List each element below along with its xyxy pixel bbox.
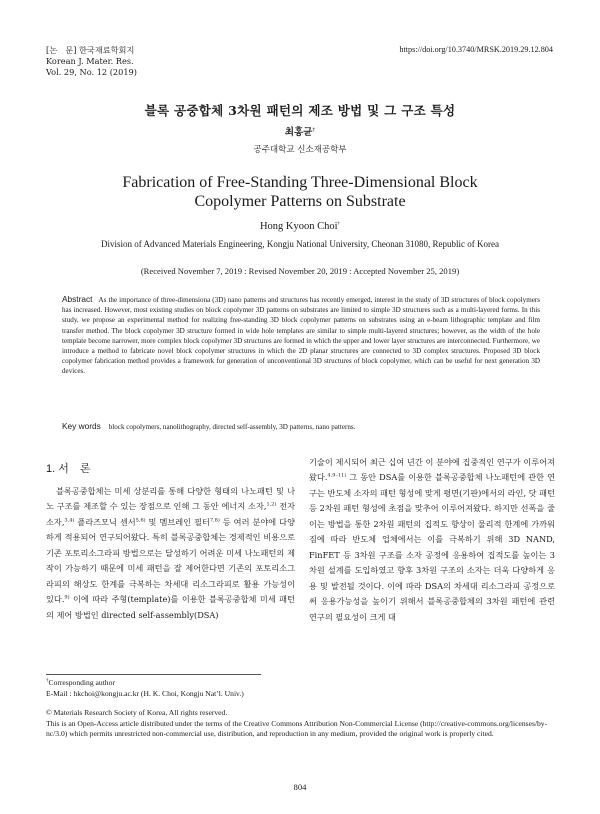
english-title-line1: Fabrication of Free-Standing Three-Dimensional Block: [122, 174, 478, 191]
abstract-label: Abstract: [62, 294, 93, 304]
citation-ref: 9): [64, 594, 70, 601]
section-heading: 1. 서 론: [46, 463, 91, 475]
author-email: E-Mail : hkchoi@kongju.ac.kr (H. K. Choi, Kongju Nat’l. Univ.): [46, 688, 244, 698]
korean-author: [0, 124, 600, 138]
english-title-line2: Copolymer Patterns on Substrate: [194, 193, 406, 210]
body-text: 그 동안 DSA를 이용한 블록공중합체 나노패턴에 관한 연구는 반도체 소자의 패턴 형성에 맞게 평면(기판)에서의 라인, 닷 패턴 등 2차원 패턴 형성에 초점을 맞추어 이루어져왔다. 하지만 선폭을 줄이는 방법을 통한 2차원 패턴의 집적도 향상이 물리적 한계에 가까워짐에 따라 반도체 업체에서는 이를 극복하기 위해 3D NAND, FinFET 등 3차원 구조를 소자 공정에 응용하여 집적도를 높이는 3차원 설계를 도입하였고 향후 3차원 구조의 소자는 더욱 다양하게 응용 및 발전될 것이다. 이에 따라 DSA의 차세대 리소그라피 공정으로써 응용가능성을 높이기 위해서 블록공중합체의 3차원 패턴에 관련 연구의 필요성이 크게 대: [309, 472, 555, 622]
english-author-mark: †: [337, 221, 341, 227]
keywords-text: block copolymers, nanolithography, directed self-assembly, 3D patterns, nano patterns.: [108, 423, 356, 431]
english-title: [0, 173, 600, 211]
korean-author-mark: †: [312, 126, 316, 133]
body-text: 등 여러 분야에 다양하게 적용되어 연구되어왔다. 특히 블록공중합체는 경제적인 비용으로 기존 포토리소그라피 방법으로는 달성하기 어려운 미세 나노패턴의 제작이 가능하기 때문에 미세 패턴을 잘 제어한다면 기존의 포토리소그라피의 해상도 한계를 극복하는 차세대 리소그라피로 활용 가능성이 있다.: [46, 516, 296, 605]
footnote-divider: [46, 674, 261, 675]
license-notice: This is an Open-Access article distributed under the terms of the Creative Commons Attribution Non-Commercial License (http://creative-commons.org/licenses/by-nc/3.0) which permits unrestricted non-commercial use, distribution, and reproduction in any medium, provided the original work is properly cited.: [46, 718, 548, 739]
intro-paragraph: [46, 484, 295, 623]
page-number: 804: [293, 782, 307, 792]
doi-link[interactable]: https://doi.org/10.3740/MRSK.2019.29.12.804: [399, 45, 553, 54]
korean-affiliation: 공주대학교 신소재공학부: [253, 145, 347, 155]
citation-ref: 7,8): [209, 517, 220, 524]
intro-paragraph-continued: [309, 455, 555, 625]
body-text: 플라즈모닉 센서: [74, 516, 136, 527]
korean-author-name: 최홍균: [284, 127, 313, 138]
citation-ref: 1,2): [266, 501, 277, 508]
citation-ref: 3,4): [64, 517, 75, 524]
body-text: 블록공중합체는 미세 상분리를 통해 다양한 형태의 나노패턴 및 나노 구조를 제조할 수 있는 장점으로 인해 그 동안 에너지 소자,: [46, 486, 295, 512]
footnote-mark: †: [46, 678, 49, 684]
english-affiliation: Division of Advanced Materials Engineering, Kongju National University, Cheonan 31080, Republic of Korea: [100, 239, 500, 249]
english-author: [0, 221, 600, 232]
citation-ref: 4,9–11): [327, 472, 347, 479]
body-text: 이에 따라 주형(template)를 이용한 블록공중합체 미세 패턴의 제어 방법인 directed self-assembly(DSA): [46, 594, 295, 620]
keywords: [62, 421, 540, 431]
corresponding-author: [46, 678, 554, 689]
received-dates: (Received November 7, 2019 : Revised November 20, 2019 : Accepted November 25, 2019): [140, 266, 460, 276]
abstract-text: As the importance of three-dimensiona (3D) nano patterns and structures has recently emerged, interest in the study of 3D structures of block copolymers has increased. However, most existing studies on block copolymer 3D patterns on substrates are limited to simple 3D structures such as a multi-layered forms. In this study, we propose an experimental method for realizing free-standing 3D block copolymer patterns on substrates using an e-beam lithographic template and film transfer method. The block copolymer 3D structure formed in wide hole templates are similar to simple multi-layered structures; however, as the width of the hole template become narrower, more complex block copolymer 3D structures are formed in which the upper and lower layer structures are interconnected. Furthermore, we introduce a method to fabricate novel block copolymer structures in which the 2D planar structures are connected to 3D complex structures. Proposed 3D block copolymer fabrication method provides a framework for generation of unconventional 3D structures of block copolymer, which can be useful for next generation 3D devices.: [62, 296, 540, 376]
footnote: [46, 678, 554, 740]
keywords-label: Key words: [62, 421, 101, 431]
copyright-notice: © Materials Research Society of Korea, All rights reserved.: [46, 708, 228, 718]
body-text: 및 멤브레인 필터: [145, 516, 210, 527]
journal-volume: Vol. 29, No. 12 (2019): [46, 67, 137, 77]
body-text: 전자 소자,: [46, 501, 295, 527]
journal-name-en: Korean J. Mater. Res.: [46, 56, 134, 66]
abstract: [62, 294, 540, 377]
right-column: [309, 455, 555, 625]
journal-header: [46, 45, 137, 78]
body-text: 기술이 제시되어 최근 십여 년간 이 분야에 집중적인 연구가 이루어져왔다.: [309, 457, 555, 483]
citation-ref: 5,6): [135, 517, 146, 524]
left-column: [46, 484, 295, 623]
english-author-name: Hong Kyoon Choi: [259, 221, 338, 232]
corresponding-label: Corresponding author: [48, 678, 115, 687]
korean-title: 블록 공중합체 3차원 패턴의 제조 방법 및 그 구조 특성: [144, 103, 456, 118]
journal-name-ko: [논 문] 한국재료학회지: [46, 45, 135, 55]
